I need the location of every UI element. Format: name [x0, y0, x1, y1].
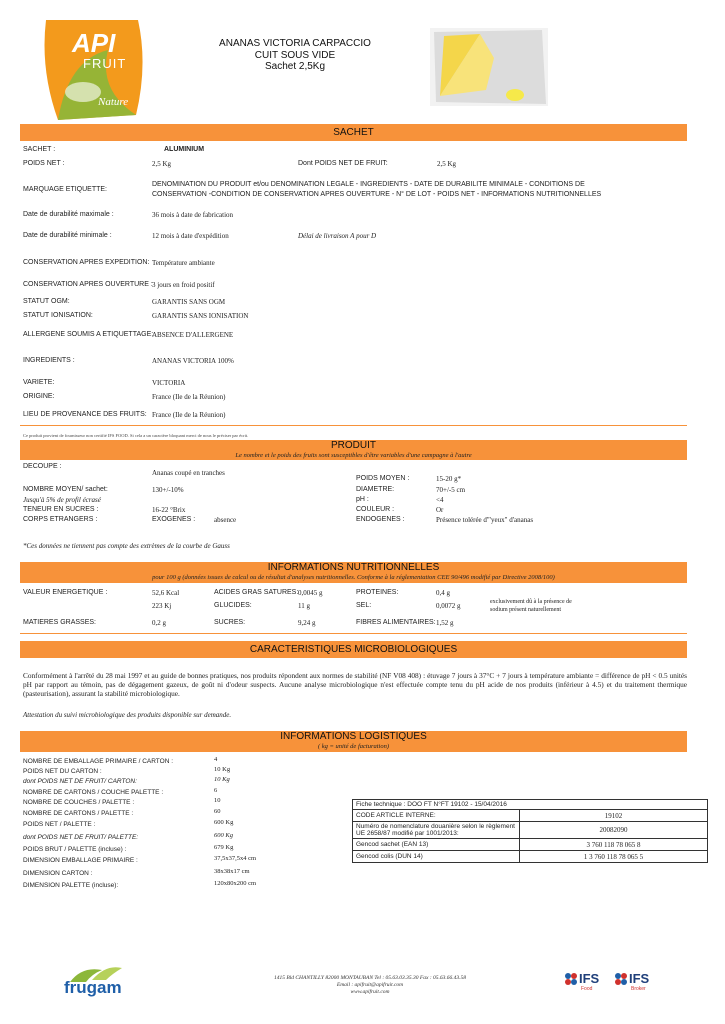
- value-matieres-grasses: 0,2 g: [152, 619, 166, 627]
- logistique-value: 6: [214, 787, 218, 794]
- label-ddm-max: Date de durabilité maximale :: [23, 211, 114, 218]
- page-title: [190, 38, 400, 73]
- fiche-label: Gencod sachet (EAN 13): [353, 839, 520, 851]
- product-photo: [430, 28, 548, 106]
- value-poids-net: 2,5 Kg: [152, 160, 172, 168]
- label-origine: ORIGINE:: [23, 393, 55, 400]
- value-couleur: Or: [436, 506, 444, 514]
- logistique-value: 679 Kg: [214, 844, 234, 851]
- value-lieu: France (Ile de la Réunion): [152, 411, 226, 419]
- sel-note-1: exclusivement dû à la présence de: [490, 599, 572, 605]
- label-proteines: PROTEINES:: [356, 589, 399, 596]
- ifs-broker-sub: Broker: [631, 986, 646, 992]
- label-allergene: ALLERGENE SOUMIS A ETIQUETTAGE:: [23, 331, 154, 338]
- logistique-value: 600 Kg: [214, 832, 233, 839]
- label-sachet: SACHET :: [23, 146, 56, 153]
- logistique-label: NOMBRE DE CARTONS / COUCHE PALETTE :: [23, 789, 164, 796]
- logo-nature-text: Nature: [98, 96, 129, 108]
- ifs-broker-logo: [614, 970, 660, 996]
- value-delai-livraison: Délai de livraison A pour D: [298, 232, 377, 240]
- logistique-value: 38x38x17 cm: [214, 868, 250, 875]
- micro-text: Conformément à l'arrêté du 28 mai 1997 et au guide de bonnes pratiques, nos produits répondent aux normes de stabilité (NF V08 408) : étuvage 7 jours à 37°C + 7 jours à température ambiante = différence de pH < 0.5 unités pH par rapport au témoin, pas de dégagement gazeux, de goût ni d'odeur suspects. Aucune analyse microbiologique n'est effectuée compte tenu du pH acide de nos produits (inférieur à 4.5) et du traitement thermique (pasteurisation), assurant la stabilité microbiologique.: [23, 671, 687, 698]
- value-cons-ouv: 3 jours en froid positif: [152, 281, 215, 289]
- produit-heading: PRODUIT: [331, 440, 376, 451]
- fiche-title: Fiche technique : DOO FT N°FT 19102 - 15/04/2016: [352, 799, 708, 809]
- logistique-label: dont POIDS NET DE FRUIT/ CARTON:: [23, 778, 137, 785]
- logo-api-text: API: [72, 28, 116, 58]
- table-row: [353, 839, 708, 851]
- value-exogenes: absence: [214, 516, 237, 524]
- label-couleur: COULEUR :: [356, 506, 395, 513]
- value-diametre: 70+/-5 cm: [436, 486, 466, 494]
- value-kcal: 52,6 Kcal: [152, 589, 180, 597]
- gauss-footnote: *Ces données ne tiennent pas compte des extrèmes de la courbe de Gauss: [23, 542, 230, 550]
- frugam-text: frugam: [64, 978, 122, 997]
- table-row: [353, 822, 708, 839]
- label-sel: SEL:: [356, 602, 372, 609]
- logistique-heading: INFORMATIONS LOGISTIQUES: [280, 731, 427, 742]
- label-ddm-min: Date de durabilité minimale :: [23, 232, 112, 239]
- fiche-label: CODE ARTICLE INTERNE:: [353, 810, 520, 822]
- value-glucides: 11 g: [298, 602, 310, 610]
- ifs-food-text: IFS: [579, 971, 600, 986]
- fiche-value: 20082090: [520, 822, 708, 839]
- label-ionisation: STATUT IONISATION:: [23, 312, 93, 319]
- fiche-label: Gencod colis (DUN 14): [353, 851, 520, 863]
- value-poids-moyen: 15-20 g*: [436, 475, 462, 483]
- nutrition-section-header: [20, 562, 687, 583]
- value-sachet: ALUMINIUM: [164, 146, 205, 153]
- value-ags: 0,0045 g: [298, 589, 323, 597]
- logistique-value: 600 Kg: [214, 819, 234, 826]
- value-decoupe: Ananas coupé en tranches: [152, 469, 225, 477]
- logo-fruit-text: FRUIT: [83, 56, 127, 71]
- label-nombre-moyen: NOMBRE MOYEN/ sachet:: [23, 486, 108, 493]
- value-variete: VICTORIA: [152, 379, 186, 387]
- value-ingredients: ANANAS VICTORIA 100%: [152, 357, 234, 365]
- logistique-label: POIDS NET / PALETTE :: [23, 821, 96, 828]
- logistique-label: DIMENSION EMBALLAGE PRIMAIRE :: [23, 857, 138, 864]
- label-valeur-energetique: VALEUR ENERGETIQUE :: [23, 589, 108, 596]
- nutrition-divider: [20, 633, 687, 634]
- value-allergene: ABSENCE D'ALLERGENE: [152, 331, 234, 339]
- value-fibres: 1,52 g: [436, 619, 454, 627]
- value-ogm: GARANTIS SANS OGM: [152, 298, 226, 306]
- ifs-food-logo: [564, 970, 606, 996]
- logistique-value: 10 Kg: [214, 766, 231, 773]
- value-ddm-min: 12 mois à date d'expédition: [152, 232, 229, 240]
- logistique-label: NOMBRE DE EMBALLAGE PRIMAIRE / CARTON :: [23, 758, 174, 765]
- title-line-1: ANANAS VICTORIA CARPACCIO: [219, 38, 371, 49]
- logistique-subheading: ( kg = unité de facturation): [318, 743, 389, 750]
- table-row: [353, 851, 708, 863]
- logistique-value: 4: [214, 756, 218, 763]
- label-sucres: SUCRES:: [214, 619, 246, 626]
- logistique-label: DIMENSION CARTON :: [23, 870, 93, 877]
- nutrition-heading: INFORMATIONS NUTRITIONNELLES: [267, 562, 440, 573]
- label-ingredients: INGREDIENTS :: [23, 357, 75, 364]
- logistique-value: 120x80x200 cm: [214, 880, 257, 887]
- frugam-logo: [62, 964, 130, 1000]
- value-proteines: 0,4 g: [436, 589, 450, 597]
- fiche-value: 3 760 118 78 065 8: [520, 839, 708, 851]
- label-decoupe: DECOUPE :: [23, 463, 62, 470]
- produit-subheading: Le nombre et le poids des fruits sont susceptibles d'être variables d'une campagne à l'autre: [235, 452, 472, 459]
- ifs-note: Ce produit provient de fournisseur non certifié IFS FOOD. Si cela a un caractère bloquant merci de nous le préciser par écrit.: [23, 433, 249, 438]
- logistique-value: 10: [214, 797, 221, 804]
- label-glucides: GLUCIDES:: [214, 602, 252, 609]
- value-kj: 223 Kj: [152, 602, 172, 610]
- micro-attestation: Attestation du suivi microbiologique des produits disponible sur demande.: [23, 711, 232, 719]
- label-ogm: STATUT OGM:: [23, 298, 70, 305]
- fiche-value: 19102: [520, 810, 708, 822]
- label-poids-fruit: Dont POIDS NET DE FRUIT:: [298, 160, 388, 167]
- value-marquage-2: CONSERVATION -CONDITION DE CONSERVATION APRES OUVERTURE - N° DE LOT - POIDS NET - INFORMATIONS NUTRITIONNELLES: [152, 191, 602, 198]
- label-poids-moyen: POIDS MOYEN :: [356, 475, 410, 482]
- footer-contact: [240, 975, 500, 996]
- table-row: [353, 810, 708, 822]
- label-exogenes: EXOGENES :: [152, 516, 196, 523]
- logistique-label: NOMBRE DE CARTONS / PALETTE :: [23, 810, 134, 817]
- note-ecrase: Jusqu'à 5% de profil écrasé: [23, 496, 101, 504]
- label-poids-net: POIDS NET :: [23, 160, 65, 167]
- micro-section-header: [20, 641, 687, 658]
- ifs-food-sub: Food: [581, 986, 593, 992]
- value-sel: 0,0072 g: [436, 602, 461, 610]
- label-ags: ACIDES GRAS SATURES:: [214, 589, 299, 596]
- label-ph: pH :: [356, 496, 369, 503]
- value-sucres: 9,24 g: [298, 619, 316, 627]
- label-cons-ouv: CONSERVATION APRES OUVERTURE :: [23, 281, 153, 288]
- value-endogenes: Présence tolérée d'"yeux" d'ananas: [436, 516, 534, 524]
- sachet-section-header: [20, 124, 687, 141]
- label-teneur-sucres: TENEUR EN SUCRES :: [23, 506, 99, 513]
- nutrition-subheading: pour 100 g (données issues de calcul ou de résultat d'analyses nutritionnelles. Conforme à la réglementation CEE 90/496 modifié par Directive 2008/100): [152, 574, 555, 581]
- value-nombre-moyen: 130+/-10%: [152, 486, 184, 494]
- value-cons-exp: Température ambiante: [152, 259, 215, 267]
- logistique-label: POIDS BRUT / PALETTE (incluse) :: [23, 846, 127, 853]
- label-diametre: DIAMETRE:: [356, 486, 395, 493]
- label-endogenes: ENDOGENES :: [356, 516, 405, 523]
- label-variete: VARIETE:: [23, 379, 55, 386]
- fiche-label: Numéro de nomenclature douanière selon le règlement UE 2658/87 modifié par 1001/2013:: [353, 822, 520, 839]
- logistique-value: 37,5x37,5x4 cm: [214, 855, 257, 862]
- ifs-broker-text: IFS: [629, 971, 650, 986]
- title-line-3: Sachet 2,5Kg: [264, 61, 326, 72]
- logistique-label: POIDS NET DU CARTON :: [23, 768, 102, 775]
- logistique-label: DIMENSION PALETTE (incluse):: [23, 882, 119, 889]
- micro-heading: CARACTERISTIQUES MICROBIOLOGIQUES: [249, 644, 458, 655]
- logistique-value: 10 Kg: [214, 776, 230, 783]
- sachet-divider: [20, 425, 687, 426]
- logistique-label: NOMBRE DE COUCHES / PALETTE :: [23, 799, 135, 806]
- label-marquage: MARQUAGE ETIQUETTE:: [23, 186, 108, 193]
- value-ddm-max: 36 mois à date de fabrication: [152, 211, 234, 219]
- fiche-table: [352, 809, 708, 863]
- value-teneur-sucres: 16-22 °Brix: [152, 506, 186, 514]
- value-origine: France (Ile de la Réunion): [152, 393, 226, 401]
- label-lieu: LIEU DE PROVENANCE DES FRUITS:: [23, 411, 147, 418]
- value-marquage-1: DENOMINATION DU PRODUIT et/ou DENOMINATION LEGALE - INGREDIENTS - DATE DE DURABILITE MINIMALE - CONDITIONS DE: [152, 181, 585, 188]
- footer-email[interactable]: Email : apifruit@apifruit.com: [336, 982, 404, 988]
- label-cons-exp: CONSERVATION APRES EXPEDITION:: [23, 259, 150, 266]
- value-ph: <4: [436, 496, 444, 504]
- value-poids-fruit: 2,5 Kg: [437, 160, 457, 168]
- label-corps-etrangers: CORPS ETRANGERS :: [23, 516, 98, 523]
- apifruit-logo: [38, 20, 153, 120]
- logistique-section-header: [20, 731, 687, 752]
- logistique-label: dont POIDS NET DE FRUIT/ PALETTE:: [23, 834, 139, 841]
- logistique-value: 60: [214, 808, 221, 815]
- value-ionisation: GARANTIS SANS IONISATION: [152, 312, 249, 320]
- fiche-value: 1 3 760 118 78 065 5: [520, 851, 708, 863]
- footer-address: 1415 Bld CHANTILLY 82000 MONTAUBAN Tel : 05.63.03.35.30 Fax : 05.63.66.43.58: [273, 975, 467, 981]
- label-matieres-grasses: MATIERES GRASSES:: [23, 619, 96, 626]
- label-fibres: FIBRES ALIMENTAIRES:: [356, 619, 436, 626]
- footer-web[interactable]: www.apifruit.com: [350, 989, 390, 995]
- produit-section-header: [20, 440, 687, 460]
- title-line-2: CUIT SOUS VIDE: [254, 49, 336, 61]
- sachet-heading: SACHET: [333, 127, 374, 138]
- sel-note-2: sodium présent naturellement: [490, 607, 561, 613]
